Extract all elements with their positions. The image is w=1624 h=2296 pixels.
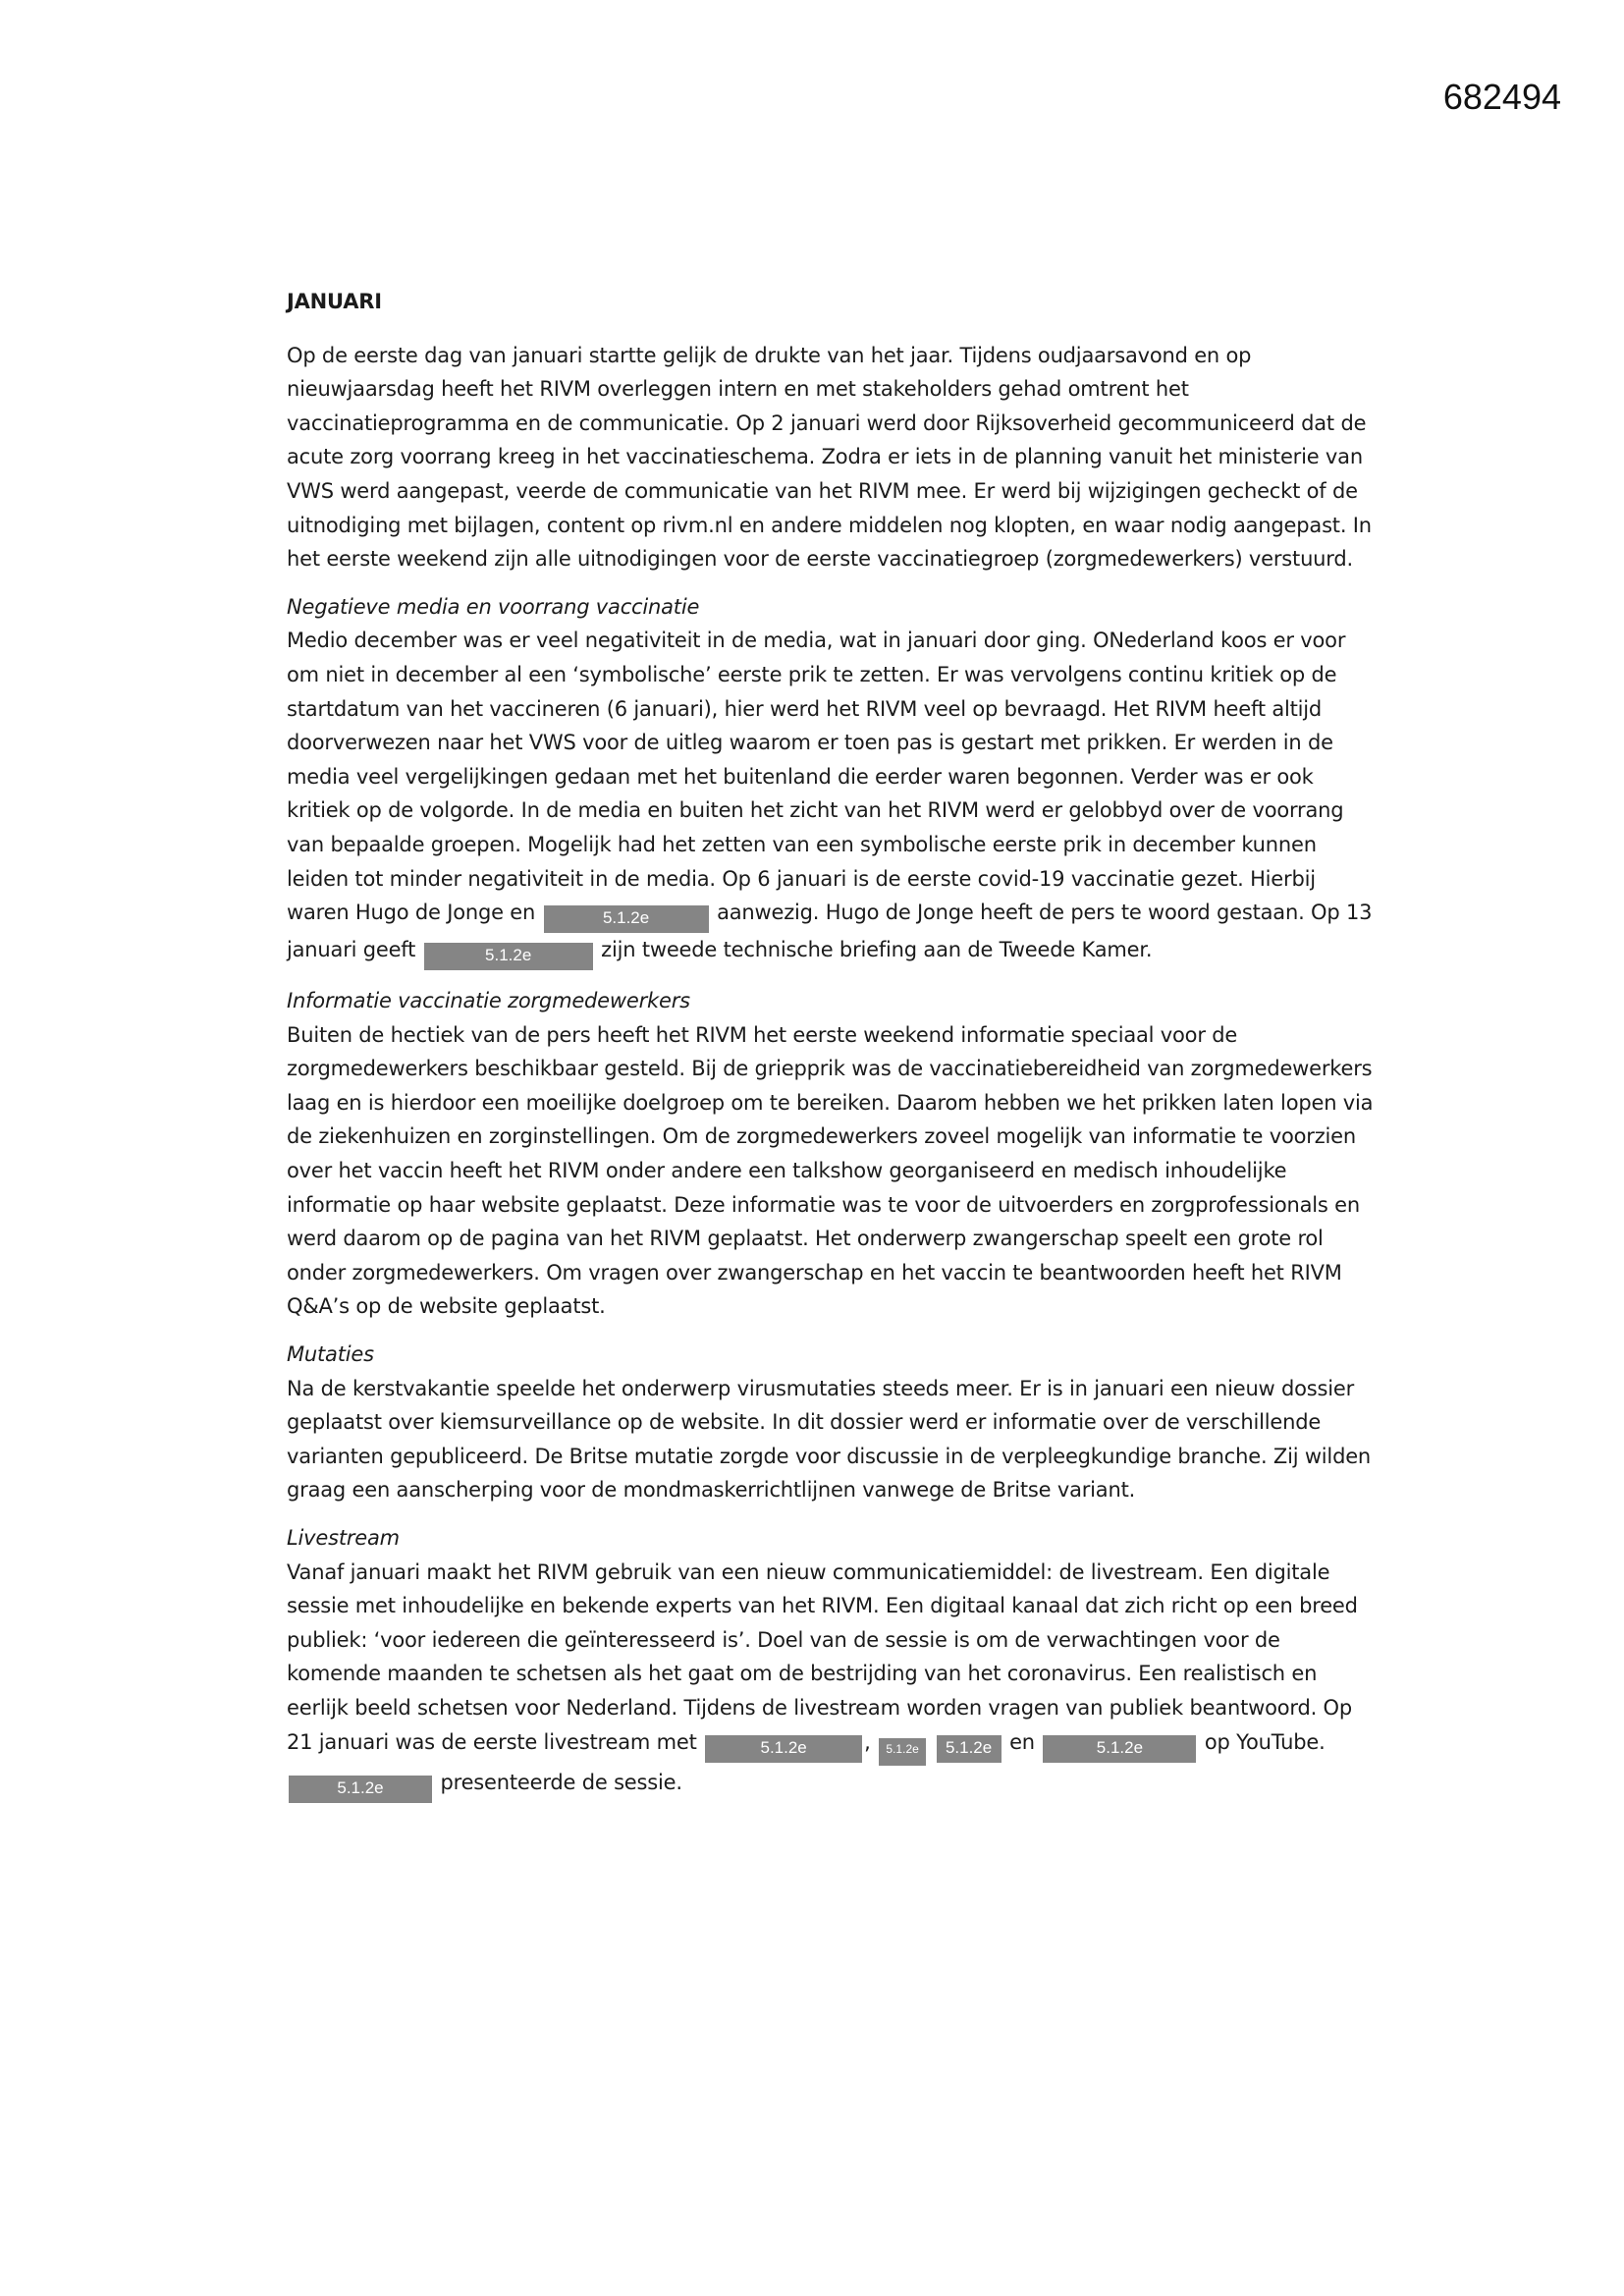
section-title-negatieve-media: Negatieve media en voorrang vaccinatie bbox=[287, 594, 700, 619]
section-text-mutaties: Na de kerstvakantie speelde het onderwerp virusmutaties steeds meer. Er is in januari een nieuw dossier geplaatst over kiemsurveillance op de website. In dit dossier werd er informatie over de verschillende varianten gepubliceerd. De Britse mutatie zorgde voor discussie in de verpleegkundige branche. Zij wilden graag een aanscherping voor de mondmaskerrichtlijnen vanwege de Britse variant. bbox=[287, 1376, 1372, 1503]
document-number: 682494 bbox=[1442, 77, 1561, 117]
text-fragment: zijn tweede technische briefing aan de Tweede Kamer. bbox=[601, 938, 1153, 962]
page-heading: JANUARI bbox=[287, 290, 382, 313]
section-text-negatieve-media bbox=[287, 624, 1377, 970]
redaction-box: 5.1.2e bbox=[705, 1735, 862, 1763]
separator-text: , bbox=[864, 1729, 871, 1754]
redaction-box: 5.1.2e bbox=[544, 905, 709, 933]
text-fragment: Medio december was er veel negativiteit in de media, wat in januari door ging. ONederland koos er voor om niet in december al een ‘symbolische’ eerste prik te zetten. Er was vervolgens continu kritiek op de startdatum van het vaccineren (6 januari), hier werd het RIVM veel op bevraagd. Het RIVM heeft altijd doorverwezen naar het VWS voor de uitleg waarom er toen pas is gestart met prikken. Er werden in de media veel vergelijkingen gedaan met het buitenland die eerder waren begonnen. Verder was er ook kritiek op de volgorde. In de media en buiten het zicht van het RIVM werd er gelobbyd over de voorrang van bepaalde groepen. Mogelijk had het zetten van een symbolische eerste prik in december kunnen leiden tot minder negativiteit in de media. Op 6 januari is de eerste covid-19 vaccinatie gezet. Hierbij waren Hugo de Jonge en bbox=[287, 629, 1346, 925]
section-title-informatie-vaccinatie: Informatie vaccinatie zorgmedewerkers bbox=[287, 989, 690, 1013]
section-title-livestream: Livestream bbox=[287, 1526, 400, 1550]
section-text-informatie-vaccinatie: Buiten de hectiek van de pers heeft het RIVM het eerste weekend informatie speciaal voor de zorgmedewerkers beschikbaar gesteld. Bij de griepprik was de vaccinatiebereidheid van zorgmedewerkers laag en is hierdoor een moeilijke doelgroep om te bereiken. Daarom hebben we het prikken laten lopen via de ziekenhuizen en zorginstellingen. Om de zorgmedewerkers zoveel mogelijk van informatie te voorzien over het vaccin heeft het RIVM onder andere een talkshow georganiseerd en medisch inhoudelijke informatie op haar website geplaatst. Deze informatie was te voor de uitvoerders en zorgprofessionals en werd daarom op de pagina van het RIVM geplaatst. Het onderwerp zwangerschap speelt een grote rol onder zorgmedewerkers. Om vragen over zwangerschap en het vaccin te beantwoorden heeft het RIVM Q&A’s op de website geplaatst. bbox=[287, 1022, 1374, 1319]
text-fragment: aanwezig. Hugo de Jonge heeft de pers te woord gestaan. Op 13 januari geeft bbox=[287, 901, 1373, 962]
redaction-box: 5.1.2e bbox=[289, 1776, 432, 1803]
redaction-box: 5.1.2e bbox=[424, 943, 593, 970]
redaction-box: 5.1.2e bbox=[879, 1738, 926, 1766]
redaction-box: 5.1.2e bbox=[1043, 1735, 1196, 1763]
separator-text: en bbox=[1009, 1729, 1035, 1754]
redaction-box: 5.1.2e bbox=[937, 1735, 1001, 1763]
intro-paragraph: Op de eerste dag van januari startte gelijk de drukte van het jaar. Tijdens oudjaarsavond en op nieuwjaarsdag heeft het RIVM overleggen intern en met stakeholders gehad omtrent het vaccinatieprogramma en de communicatie. Op 2 januari werd door Rijksoverheid gecommuniceerd dat de acute zorg voorrang kreeg in het vaccinatieschema. Zodra er iets in de planning vanuit het ministerie van VWS werd aangepast, veerde de communicatie van het RIVM mee. Er werd bij wijzigingen gecheckt of de uitnodiging met bijlagen, content op rivm.nl en andere middelen nog klopten, en waar nodig aangepast. In het eerste weekend zijn alle uitnodigingen voor de eerste vaccinatiegroep (zorgmedewerkers) verstuurd. bbox=[287, 343, 1372, 572]
document-body bbox=[287, 285, 1377, 1803]
section-title-mutaties: Mutaties bbox=[287, 1342, 374, 1367]
text-fragment: Vanaf januari maakt het RIVM gebruik van een nieuw communicatiemiddel: de livestream. Een digitale sessie met inhoudelijke en bekende experts van het RIVM. Een digitaal kanaal dat zich richt op een breed publiek: ‘voor iedereen die geïnteresseerd is’. Doel van de sessie is om de verwachtingen voor de komende maanden te schetsen als het gaat om de bestrijding van het coronavirus. Een realistisch en eerlijk beeld schetsen voor Nederland. Tijdens de livestream worden vragen van publiek beantwoord. Op 21 januari was de eerste livestream met bbox=[287, 1559, 1358, 1754]
section-text-livestream bbox=[287, 1556, 1377, 1803]
text-fragment: op YouTube. bbox=[1204, 1729, 1326, 1754]
text-fragment: presenteerde de sessie. bbox=[440, 1770, 682, 1794]
